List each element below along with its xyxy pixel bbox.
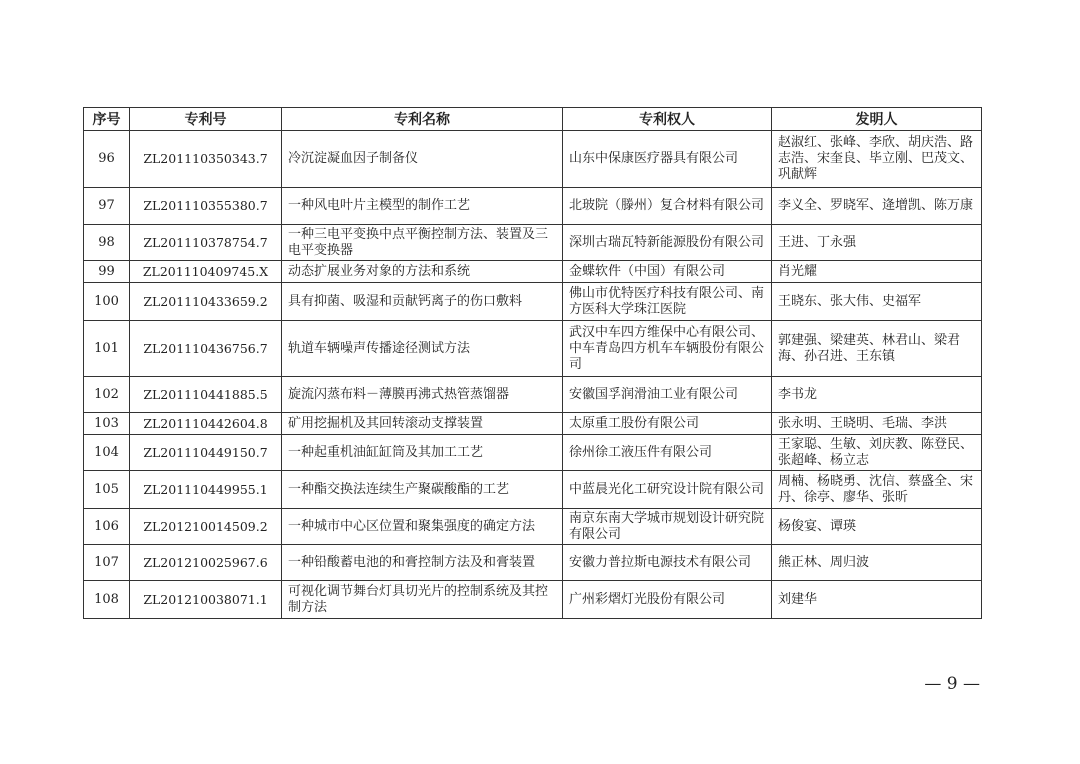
table-row [84,545,982,581]
patent-table [83,107,982,619]
cell-seq: 100 [84,283,130,321]
cell-patent-name: 一种起重机油缸缸筒及其加工工艺 [282,435,563,471]
header-patent-name: 专利名称 [282,108,563,131]
cell-patent-name: 可视化调节舞台灯具切光片的控制系统及其控制方法 [282,581,563,619]
cell-seq: 99 [84,261,130,283]
table-header-row [84,108,982,131]
table-row [84,509,982,545]
cell-inventors: 肖光耀 [772,261,982,283]
cell-patent-no: ZL201110449150.7 [130,435,282,471]
cell-seq: 102 [84,377,130,413]
header-owner: 专利权人 [563,108,772,131]
cell-owner: 中蓝晨光化工研究设计院有限公司 [563,471,772,509]
page-number: — 9 — [924,674,980,694]
cell-patent-name: 具有抑菌、吸湿和贡献钙离子的伤口敷料 [282,283,563,321]
cell-seq: 101 [84,321,130,377]
cell-owner: 武汉中车四方维保中心有限公司、中车青岛四方机车车辆股份有限公司 [563,321,772,377]
table-row [84,188,982,225]
cell-owner: 徐州徐工液压件有限公司 [563,435,772,471]
cell-patent-no: ZL201110355380.7 [130,188,282,225]
cell-seq: 103 [84,413,130,435]
table-body [84,131,982,619]
cell-inventors: 李义全、罗晓军、逄增凯、陈万康 [772,188,982,225]
cell-owner: 金蝶软件（中国）有限公司 [563,261,772,283]
cell-seq: 96 [84,131,130,188]
cell-seq: 97 [84,188,130,225]
cell-patent-name: 旋流闪蒸布料－薄膜再沸式热管蒸馏器 [282,377,563,413]
cell-inventors: 刘建华 [772,581,982,619]
cell-patent-no: ZL201110378754.7 [130,225,282,261]
cell-patent-name: 一种铅酸蓄电池的和膏控制方法及和膏装置 [282,545,563,581]
header-seq: 序号 [84,108,130,131]
cell-owner: 北玻院（滕州）复合材料有限公司 [563,188,772,225]
cell-patent-no: ZL201210038071.1 [130,581,282,619]
cell-patent-no: ZL201210014509.2 [130,509,282,545]
cell-owner: 安徽力普拉斯电源技术有限公司 [563,545,772,581]
cell-patent-no: ZL201110449955.1 [130,471,282,509]
cell-inventors: 王家聪、生敏、刘庆教、陈登民、张超峰、杨立志 [772,435,982,471]
cell-owner: 太原重工股份有限公司 [563,413,772,435]
cell-owner: 安徽国孚润滑油工业有限公司 [563,377,772,413]
cell-inventors: 张永明、王晓明、毛瑞、李洪 [772,413,982,435]
cell-seq: 98 [84,225,130,261]
cell-patent-no: ZL201110350343.7 [130,131,282,188]
header-patent-no: 专利号 [130,108,282,131]
cell-seq: 104 [84,435,130,471]
table-row [84,131,982,188]
cell-seq: 107 [84,545,130,581]
cell-seq: 105 [84,471,130,509]
cell-patent-name: 动态扩展业务对象的方法和系统 [282,261,563,283]
cell-inventors: 熊正林、周归波 [772,545,982,581]
table-row [84,283,982,321]
cell-owner: 佛山市优特医疗科技有限公司、南方医科大学珠江医院 [563,283,772,321]
cell-patent-name: 一种酯交换法连续生产聚碳酸酯的工艺 [282,471,563,509]
cell-patent-name: 矿用挖掘机及其回转滚动支撑装置 [282,413,563,435]
cell-patent-name: 一种城市中心区位置和聚集强度的确定方法 [282,509,563,545]
cell-patent-no: ZL201110409745.X [130,261,282,283]
header-inventors: 发明人 [772,108,982,131]
cell-patent-name: 一种风电叶片主模型的制作工艺 [282,188,563,225]
cell-patent-name: 冷沉淀凝血因子制备仪 [282,131,563,188]
cell-patent-name: 轨道车辆噪声传播途径测试方法 [282,321,563,377]
cell-seq: 106 [84,509,130,545]
table-row [84,581,982,619]
cell-patent-no: ZL201110433659.2 [130,283,282,321]
cell-inventors: 郭建强、梁建英、林君山、梁君海、孙召进、王东镇 [772,321,982,377]
cell-owner: 山东中保康医疗器具有限公司 [563,131,772,188]
cell-owner: 广州彩熠灯光股份有限公司 [563,581,772,619]
table-row [84,377,982,413]
cell-patent-no: ZL201110442604.8 [130,413,282,435]
table-row [84,321,982,377]
cell-patent-no: ZL201210025967.6 [130,545,282,581]
cell-inventors: 周楠、杨晓勇、沈信、蔡盛全、宋丹、徐亭、廖华、张昕 [772,471,982,509]
table-row [84,435,982,471]
cell-inventors: 王进、丁永强 [772,225,982,261]
cell-patent-no: ZL201110436756.7 [130,321,282,377]
cell-patent-no: ZL201110441885.5 [130,377,282,413]
cell-inventors: 赵淑红、张峰、李欣、胡庆浩、路志浩、宋奎良、毕立刚、巴茂文、巩献辉 [772,131,982,188]
table-row [84,471,982,509]
cell-inventors: 李书龙 [772,377,982,413]
table-row [84,225,982,261]
table-row [84,261,982,283]
cell-owner: 南京东南大学城市规划设计研究院有限公司 [563,509,772,545]
cell-owner: 深圳古瑞瓦特新能源股份有限公司 [563,225,772,261]
cell-seq: 108 [84,581,130,619]
cell-inventors: 杨俊宴、谭瑛 [772,509,982,545]
cell-patent-name: 一种三电平变换中点平衡控制方法、装置及三电平变换器 [282,225,563,261]
cell-inventors: 王晓东、张大伟、史福军 [772,283,982,321]
table-row [84,413,982,435]
